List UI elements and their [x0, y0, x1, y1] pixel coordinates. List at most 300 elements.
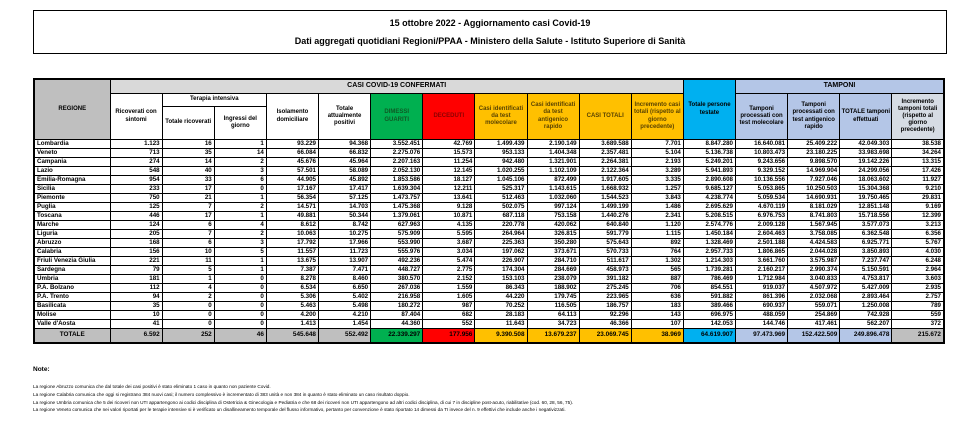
cell-value: 861.396: [736, 293, 788, 302]
cell-value: 264.964: [475, 230, 527, 239]
cell-value: 197.062: [475, 248, 527, 257]
cell-value: 942.480: [475, 158, 527, 167]
cell-value: 17.426: [892, 167, 944, 176]
region-name: Puglia: [34, 203, 110, 212]
cell-value: 1: [214, 140, 266, 149]
cell-value: 997.124: [527, 203, 579, 212]
cell-value: 107: [631, 320, 683, 329]
header-deceduti: DECEDUTI: [423, 94, 475, 140]
cell-value: 2: [214, 230, 266, 239]
region-name: Umbria: [34, 275, 110, 284]
cell-value: 3.213: [892, 221, 944, 230]
title-source-line: Dati aggregati quotidiani Regioni/PPAA - Ministero della Salute - Istituto Superiore di Sanità: [294, 35, 686, 46]
cell-value: 1.567.945: [788, 221, 840, 230]
cell-value: 40: [162, 167, 214, 176]
cell-value: 7: [162, 203, 214, 212]
cell-value: 2: [214, 203, 266, 212]
cell-value: 64.619.907: [683, 329, 735, 344]
cell-value: 49.881: [266, 212, 318, 221]
cell-value: 19.142.226: [840, 158, 892, 167]
cell-value: 525.317: [475, 185, 527, 194]
cell-value: 144.746: [736, 320, 788, 329]
cell-value: 6: [162, 221, 214, 230]
cell-value: 6.534: [266, 284, 318, 293]
header-incremento-tamponi: Incremento tamponi totali (rispetto al giorno precedente): [892, 94, 944, 140]
cell-value: 4.200: [266, 311, 318, 320]
cell-value: 216.958: [371, 293, 423, 302]
cell-value: 3.575.987: [788, 257, 840, 266]
cell-value: 15.304.368: [840, 185, 892, 194]
cell-value: 5.150.591: [840, 266, 892, 275]
cell-value: 391.182: [579, 275, 631, 284]
cell-value: 10.275: [319, 230, 371, 239]
cell-value: 545.648: [266, 329, 318, 344]
cell-value: 44.905: [266, 176, 318, 185]
cell-value: 559.071: [788, 302, 840, 311]
cell-value: 34.723: [527, 320, 579, 329]
cell-value: 2.893.464: [840, 293, 892, 302]
cell-value: 6.976.753: [736, 212, 788, 221]
cell-value: 13.907: [319, 257, 371, 266]
cell-value: 458.973: [579, 266, 631, 275]
region-name: Calabria: [34, 248, 110, 257]
cell-value: 38.969: [631, 329, 683, 344]
region-name: Campania: [34, 158, 110, 167]
cell-value: 21: [162, 194, 214, 203]
cell-value: 9.210: [892, 185, 944, 194]
cell-value: 2.604.463: [736, 230, 788, 239]
cell-value: 5.427.009: [840, 284, 892, 293]
cell-value: 6: [214, 176, 266, 185]
table-row: [34, 140, 944, 149]
cell-value: 373.671: [527, 248, 579, 257]
cell-value: 591.882: [683, 293, 735, 302]
title-box: [33, 10, 947, 54]
region-name: Marche: [34, 221, 110, 230]
cell-value: 5: [214, 248, 266, 257]
cell-value: 6.356: [892, 230, 944, 239]
cell-value: 5.053.865: [736, 185, 788, 194]
cell-value: 14.690.931: [788, 194, 840, 203]
cell-value: 15.718.556: [840, 212, 892, 221]
cell-value: 1.486: [631, 203, 683, 212]
cell-value: 565: [631, 266, 683, 275]
cell-value: 45.676: [266, 158, 318, 167]
cell-value: 713: [110, 149, 162, 158]
cell-value: 1.712.984: [736, 275, 788, 284]
cell-value: 919.037: [736, 284, 788, 293]
cell-value: 1.214.303: [683, 257, 735, 266]
cell-value: 6.650: [319, 284, 371, 293]
cell-value: 19.750.465: [840, 194, 892, 203]
header-regione: REGIONE: [34, 79, 110, 140]
region-name: Veneto: [34, 149, 110, 158]
cell-value: 1.020.255: [475, 167, 527, 176]
cell-value: 2.357.481: [579, 149, 631, 158]
cell-value: 274: [110, 158, 162, 167]
cell-value: 10: [162, 248, 214, 257]
cell-value: 220.778: [475, 221, 527, 230]
cell-value: 92.296: [579, 311, 631, 320]
cell-value: 233: [110, 185, 162, 194]
cell-value: 502.075: [475, 203, 527, 212]
cell-value: 0: [214, 284, 266, 293]
cell-value: 1.102.109: [527, 167, 579, 176]
cell-value: 180.272: [371, 302, 423, 311]
cell-value: 2.574.776: [683, 221, 735, 230]
cell-value: 764: [631, 248, 683, 257]
region-name: Lombardia: [34, 140, 110, 149]
cell-value: 35: [110, 302, 162, 311]
cell-value: 1: [214, 212, 266, 221]
cell-value: 12.211: [423, 185, 475, 194]
region-name: Toscana: [34, 212, 110, 221]
table-row: [34, 302, 944, 311]
cell-value: 2.152: [423, 275, 475, 284]
cell-value: 0: [214, 293, 266, 302]
cell-value: 2.935: [892, 284, 944, 293]
header-tamponi-antigenico: Tamponi processati con test antigenico rapido: [788, 94, 840, 140]
table-row: [34, 257, 944, 266]
notes-heading: Note:: [33, 366, 50, 373]
cell-value: 627.963: [371, 221, 423, 230]
cell-value: 8.181.029: [788, 203, 840, 212]
cell-value: 4: [162, 284, 214, 293]
cell-value: 1.559: [423, 284, 475, 293]
cell-value: 854.551: [683, 284, 735, 293]
cell-value: 188.902: [527, 284, 579, 293]
cell-value: 44.220: [475, 293, 527, 302]
cell-value: 17.966: [319, 239, 371, 248]
cell-value: 2.990.374: [788, 266, 840, 275]
cell-value: 2.052.130: [371, 167, 423, 176]
cell-value: 9.169: [892, 203, 944, 212]
cell-value: 33.983.698: [840, 149, 892, 158]
cell-value: 7.927.046: [788, 176, 840, 185]
cell-value: 70.252: [475, 302, 527, 311]
cell-value: 5.402: [319, 293, 371, 302]
cell-value: 446: [110, 212, 162, 221]
cell-value: 1.257: [631, 185, 683, 194]
cell-value: 12.145: [423, 167, 475, 176]
cell-value: 5.595: [423, 230, 475, 239]
cell-value: 2.890.608: [683, 176, 735, 185]
header-ricoverati: Ricoverati con sintomi: [110, 94, 162, 140]
region-name: Lazio: [34, 167, 110, 176]
cell-value: 2.160.217: [736, 266, 788, 275]
cell-value: 221: [110, 257, 162, 266]
cell-value: 8.741.803: [788, 212, 840, 221]
group-header-casi: CASI COVID-19 CONFERMATI: [110, 79, 683, 94]
cell-value: 18.063.602: [840, 176, 892, 185]
table-row: [34, 266, 944, 275]
cell-value: 3.689.588: [579, 140, 631, 149]
cell-value: 252: [162, 329, 214, 344]
table-row: [34, 239, 944, 248]
cell-value: 17.792: [266, 239, 318, 248]
note-line: La regione Calabria comunica che oggi si registrano 384 nuovi casi; il numero complessivo è incrementato di 383 unità e non 384 in quanto è stato eliminato un caso risultato doppio.: [33, 391, 410, 397]
cell-value: 954: [110, 176, 162, 185]
cell-value: 64.113: [527, 311, 579, 320]
note-line: La regione Abruzzo comunica che dal totale dei casi positivi è stato eliminato 1 caso in quanto non paziente Covid.: [33, 384, 271, 389]
cell-value: 872.499: [527, 176, 579, 185]
table-row: [34, 284, 944, 293]
header-attualmente-positivi: Totale attualmente positivi: [319, 94, 371, 140]
cell-value: 2.757: [892, 293, 944, 302]
cell-value: 1.917.605: [579, 176, 631, 185]
cell-value: 1.739.281: [683, 266, 735, 275]
cell-value: 45.892: [319, 176, 371, 185]
header-casi-antigenico: Casi identificati da test antigenico rapido: [527, 94, 579, 140]
cell-value: 125: [110, 203, 162, 212]
cell-value: 4.424.583: [788, 239, 840, 248]
cell-value: 2.264.381: [579, 158, 631, 167]
cell-value: 696.975: [683, 311, 735, 320]
header-terapia-intensiva: Terapia intensiva: [162, 94, 266, 107]
header-incremento-casi: Incremento casi totali (rispetto al giorno precedente): [631, 94, 683, 140]
cell-value: 987: [423, 302, 475, 311]
cell-value: 254.869: [788, 311, 840, 320]
cell-value: 6.362.548: [840, 230, 892, 239]
notes-lines: [33, 383, 963, 414]
region-name: P.A. Bolzano: [34, 284, 110, 293]
cell-value: 3.289: [631, 167, 683, 176]
cell-value: 786.469: [683, 275, 735, 284]
table-row: [34, 248, 944, 257]
cell-value: 17: [162, 212, 214, 221]
notes-section: [33, 366, 963, 414]
cell-value: 1.806.865: [736, 248, 788, 257]
cell-value: 116.505: [527, 302, 579, 311]
cell-value: 97.473.969: [736, 329, 788, 344]
cell-value: 0: [162, 302, 214, 311]
cell-value: 12.851.148: [840, 203, 892, 212]
cell-value: 4.753.817: [840, 275, 892, 284]
cell-value: 93.229: [266, 140, 318, 149]
cell-value: 2.032.068: [788, 293, 840, 302]
cell-value: 3.040.833: [788, 275, 840, 284]
cell-value: 1.413: [266, 320, 318, 329]
region-name: Abruzzo: [34, 239, 110, 248]
cell-value: 29.831: [892, 194, 944, 203]
total-row: [34, 329, 944, 344]
cell-value: 7.237.747: [840, 257, 892, 266]
cell-value: 46: [214, 329, 266, 344]
cell-value: 417.461: [788, 320, 840, 329]
cell-value: 238.079: [527, 275, 579, 284]
cell-value: 9.243.656: [736, 158, 788, 167]
header-tamponi-molecolare: Tamponi processati con test molecolare: [736, 94, 788, 140]
cell-value: 0: [162, 311, 214, 320]
cell-value: 18.127: [423, 176, 475, 185]
table-row: [34, 194, 944, 203]
cell-value: 7.701: [631, 140, 683, 149]
cell-value: 249.896.478: [840, 329, 892, 344]
region-name: Piemonte: [34, 194, 110, 203]
cell-value: 789: [892, 302, 944, 311]
cell-value: 380.570: [371, 275, 423, 284]
cell-value: 3.603: [892, 275, 944, 284]
cell-value: 682: [423, 311, 475, 320]
cell-value: 488.059: [736, 311, 788, 320]
header-isolamento: Isolamento domiciliare: [266, 94, 318, 140]
cell-value: 7.471: [319, 266, 371, 275]
cell-value: 10.803.473: [736, 149, 788, 158]
region-name: Emilia-Romagna: [34, 176, 110, 185]
cell-value: 575.909: [371, 230, 423, 239]
cell-value: 3.843: [631, 194, 683, 203]
cell-value: 3.850.893: [840, 248, 892, 257]
table-row: [34, 203, 944, 212]
cell-value: 2.964: [892, 266, 944, 275]
header-tamponi-totale: TOTALE tamponi effettuati: [840, 94, 892, 140]
table-row: [34, 149, 944, 158]
covid-table: [33, 78, 945, 344]
cell-value: 4.670.119: [736, 203, 788, 212]
cell-value: 13.315: [892, 158, 944, 167]
cell-value: 1.475.368: [371, 203, 423, 212]
cell-value: 750: [110, 194, 162, 203]
cell-value: 1.250.008: [840, 302, 892, 311]
cell-value: 25.409.222: [788, 140, 840, 149]
cell-value: 2.009.128: [736, 221, 788, 230]
cell-value: 41: [110, 320, 162, 329]
cell-value: 223.965: [579, 293, 631, 302]
cell-value: 2.044.028: [788, 248, 840, 257]
cell-value: 225.363: [475, 239, 527, 248]
cell-value: 9.898.570: [788, 158, 840, 167]
cell-value: 2.341: [631, 212, 683, 221]
cell-value: 50.344: [319, 212, 371, 221]
region-name: Valle d'Aosta: [34, 320, 110, 329]
cell-value: 512.463: [475, 194, 527, 203]
cell-value: 8.847.280: [683, 140, 735, 149]
cell-value: 4: [214, 221, 266, 230]
cell-value: 706: [631, 284, 683, 293]
cell-value: 5.249.201: [683, 158, 735, 167]
table-row: [34, 158, 944, 167]
cell-value: 1.440.276: [579, 212, 631, 221]
cell-value: 2.775: [423, 266, 475, 275]
header-casi-molecolare: Casi identificati da test molecolare: [475, 94, 527, 140]
cell-value: 4.030: [892, 248, 944, 257]
cell-value: 23.069.745: [579, 329, 631, 344]
cell-value: 0: [162, 320, 214, 329]
cell-value: 42.769: [423, 140, 475, 149]
cell-value: 186.757: [579, 302, 631, 311]
cell-value: 179.745: [527, 293, 579, 302]
cell-value: 44.360: [371, 320, 423, 329]
cell-value: 86.343: [475, 284, 527, 293]
cell-value: 3: [214, 167, 266, 176]
cell-value: 1.143.615: [527, 185, 579, 194]
cell-value: 1.321.901: [527, 158, 579, 167]
cell-value: 275.245: [579, 284, 631, 293]
cell-value: 1.120: [631, 221, 683, 230]
header-ti-ingressi: Ingressi del giorno: [214, 107, 266, 140]
cell-value: 183: [631, 302, 683, 311]
cell-value: 153.103: [475, 275, 527, 284]
cell-value: 28.183: [475, 311, 527, 320]
region-name: Basilicata: [34, 302, 110, 311]
cell-value: 177.956: [423, 329, 475, 344]
cell-value: 0: [214, 320, 266, 329]
header-casi-totali: CASI TOTALI: [579, 94, 631, 140]
cell-value: 2.207.163: [371, 158, 423, 167]
cell-value: 575.643: [579, 239, 631, 248]
table-row: [34, 311, 944, 320]
cell-value: 205: [110, 230, 162, 239]
cell-value: 46.366: [579, 320, 631, 329]
cell-value: 1: [214, 266, 266, 275]
table-row: [34, 230, 944, 239]
cell-value: 14: [214, 149, 266, 158]
cell-value: 94.368: [319, 140, 371, 149]
cell-value: 887: [631, 275, 683, 284]
cell-value: 420.062: [527, 221, 579, 230]
cell-value: 5.208.515: [683, 212, 735, 221]
cell-value: 687.118: [475, 212, 527, 221]
cell-value: 284.710: [527, 257, 579, 266]
cell-value: 8.612: [266, 221, 318, 230]
cell-value: 5.767: [892, 239, 944, 248]
cell-value: 57.125: [319, 194, 371, 203]
cell-value: 555.976: [371, 248, 423, 257]
cell-value: 143: [631, 311, 683, 320]
cell-value: 4.135: [423, 221, 475, 230]
cell-value: 2.275.076: [371, 149, 423, 158]
cell-value: 511.617: [579, 257, 631, 266]
cell-value: 3.034: [423, 248, 475, 257]
cell-value: 284.669: [527, 266, 579, 275]
cell-value: 1.328.469: [683, 239, 735, 248]
cell-value: 8.278: [266, 275, 318, 284]
region-name: Liguria: [34, 230, 110, 239]
cell-value: 591.779: [579, 230, 631, 239]
cell-value: 1.853.586: [371, 176, 423, 185]
cell-value: 152.422.509: [788, 329, 840, 344]
cell-value: 14.571: [266, 203, 318, 212]
cell-value: 570.733: [579, 248, 631, 257]
cell-value: 16: [162, 140, 214, 149]
cell-value: 690.937: [736, 302, 788, 311]
table-row: [34, 185, 944, 194]
cell-value: 35: [162, 149, 214, 158]
cell-value: 12.399: [892, 212, 944, 221]
cell-value: 2.957.733: [683, 248, 735, 257]
header-dimessi-guariti: DIMESSI GUARITI: [371, 94, 423, 140]
cell-value: 13.641: [423, 194, 475, 203]
table-row: [34, 212, 944, 221]
cell-value: 58.089: [319, 167, 371, 176]
cell-value: 562.207: [840, 320, 892, 329]
cell-value: 34.264: [892, 149, 944, 158]
cell-value: 112: [110, 284, 162, 293]
cell-value: 226.907: [475, 257, 527, 266]
cell-value: 640.840: [579, 221, 631, 230]
cell-value: 11.557: [266, 248, 318, 257]
cell-value: 1.668.932: [579, 185, 631, 194]
cell-value: 2: [162, 293, 214, 302]
cell-value: 492.236: [371, 257, 423, 266]
region-name: Sardegna: [34, 266, 110, 275]
table-row: [34, 320, 944, 329]
table-row: [34, 176, 944, 185]
title-date-line: 15 ottobre 2022 - Aggiornamento casi Covid-19: [389, 18, 591, 29]
total-label: TOTALE: [34, 329, 110, 344]
cell-value: 3: [214, 239, 266, 248]
cell-value: 892: [631, 239, 683, 248]
